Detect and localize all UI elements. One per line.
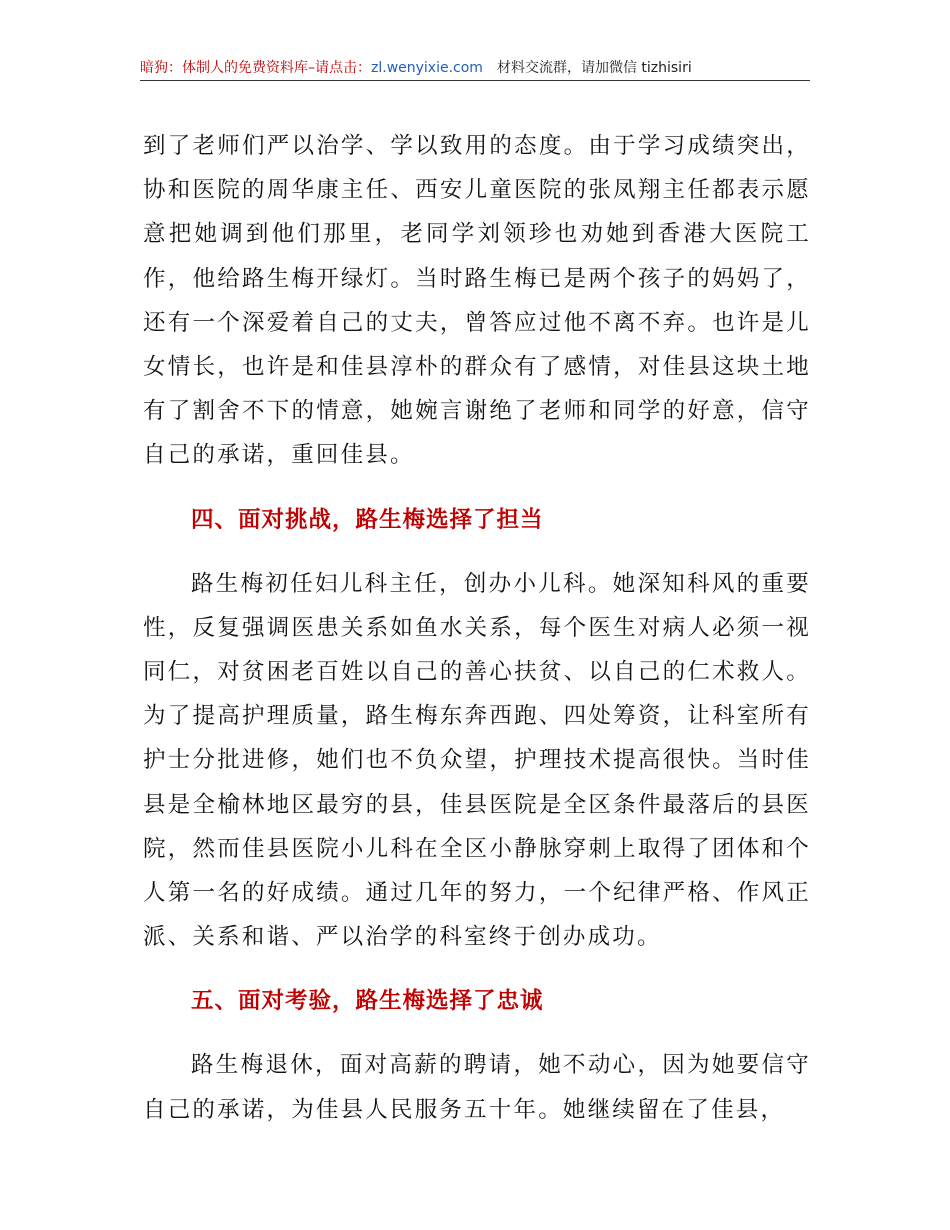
header-group-note: 材料交流群，请加微信 tizhisiri (496, 60, 692, 76)
section-heading-four: 四、面对挑战，路生梅选择了担当 (191, 506, 544, 533)
header-brand: 暗狗：体制人的免费资料库 (140, 60, 308, 76)
header-prompt: –请点击： (308, 60, 371, 76)
header-url-link[interactable]: zl.wenyixie.com (371, 60, 483, 76)
paragraph-section-four: 路生梅初任妇儿科主任，创办小儿科。她深知科风的重要性，反复强调医患关系如鱼水关系，每个医生对病人必须一视同仁，对贫困老百姓以自己的善心扶贫、以自己的仁术救人。为了提高护理质量，路生梅东奔西跑、四处筹资，让科室所有护士分批进修，她们也不负众望，护理技术提高很快。当时佳县是全榆林地区最穷的县，佳县医院是全区条件最落后的县医院，然而佳县医院小儿科在全区小静脉穿刺上取得了团体和个人第一名的好成绩。通过几年的努力，一个纪律严格、作风正派、关系和谐、严以治学的科室终于创办成功。 (143, 570, 811, 951)
page-header (140, 58, 810, 81)
paragraph-continuation: 到了老师们严以治学、学以致用的态度。由于学习成绩突出，协和医院的周华康主任、西安儿童医院的张凤翔主任都表示愿意把她调到他们那里，老同学刘领珍也劝她到香港大医院工作，他给路生梅开绿灯。当时路生梅已是两个孩子的妈妈了，还有一个深爱着自己的丈夫，曾答应过他不离不弃。也许是儿女情长，也许是和佳县淳朴的群众有了感情，对佳县这块土地有了割舍不下的情意，她婉言谢绝了老师和同学的好意，信守自己的承诺，重回佳县。 (143, 133, 811, 469)
paragraph-section-five: 路生梅退休，面对高薪的聘请，她不动心，因为她要信守自己的承诺，为佳县人民服务五十年。她继续留在了佳县， (143, 1052, 811, 1123)
section-heading-five: 五、面对考验，路生梅选择了忠诚 (191, 988, 544, 1015)
document-body (143, 124, 811, 1132)
